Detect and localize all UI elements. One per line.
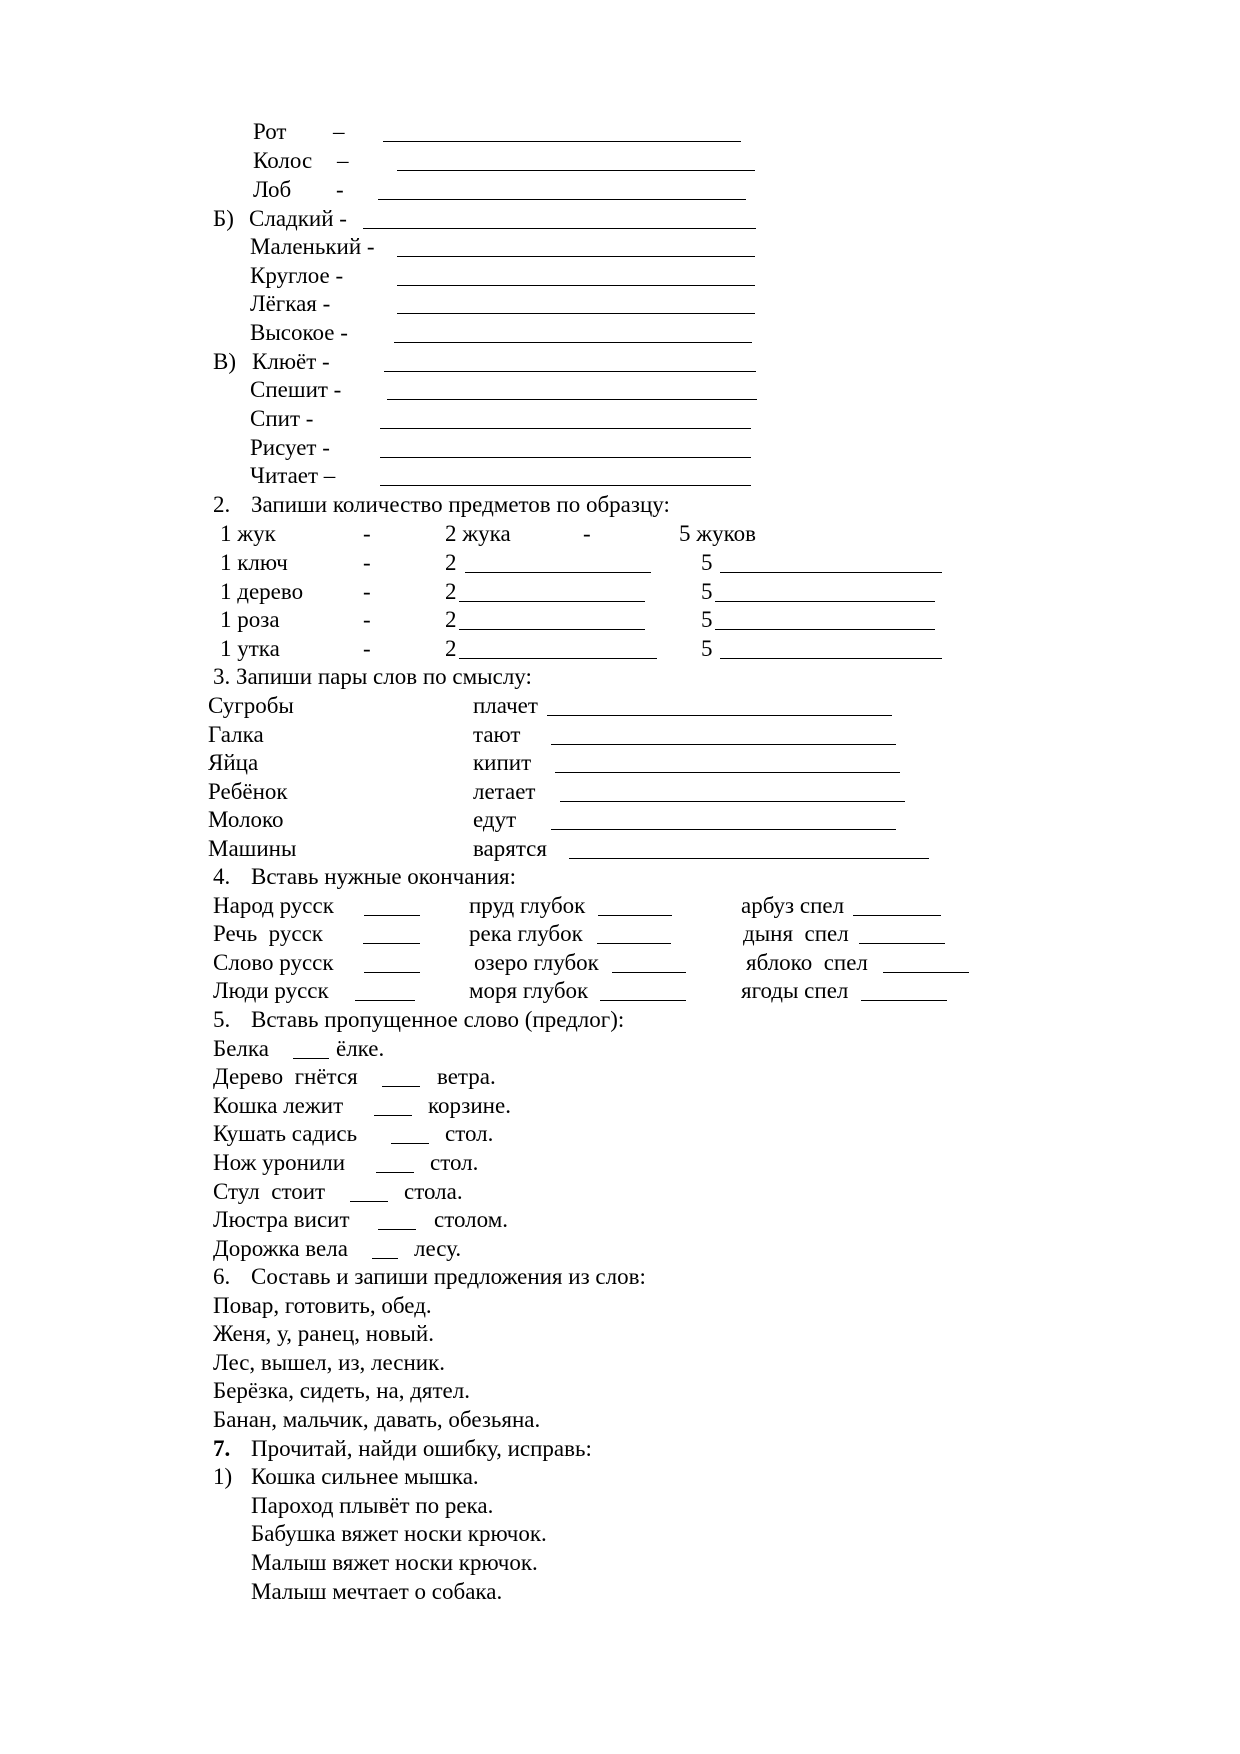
dash: - bbox=[363, 521, 371, 546]
ending-item: Речь русск bbox=[213, 921, 323, 946]
ending-item: дыня спел bbox=[743, 921, 849, 946]
word-malenkiy: Маленький - bbox=[250, 234, 375, 259]
sentence-end: лесу. bbox=[414, 1236, 462, 1261]
pair-right: летает bbox=[473, 779, 536, 804]
count-5: 5 bbox=[701, 550, 713, 575]
ending-item: моря глубок bbox=[469, 978, 589, 1003]
dash: - bbox=[363, 579, 371, 604]
sentence-start: Дорожка вела bbox=[213, 1236, 348, 1261]
word-set: Женя, у, ранец, новый. bbox=[213, 1321, 434, 1346]
sentence-end: ёлке. bbox=[336, 1036, 385, 1061]
ending-item: Слово русск bbox=[213, 950, 334, 975]
pair-left: Галка bbox=[208, 722, 264, 747]
example-c2: 2 жука bbox=[445, 521, 511, 546]
answer-line[interactable] bbox=[459, 629, 645, 630]
answer-line[interactable] bbox=[380, 457, 751, 458]
answer-line[interactable] bbox=[374, 1115, 412, 1116]
word-spit: Спит - bbox=[250, 406, 314, 431]
answer-line[interactable] bbox=[569, 858, 929, 859]
word-krugloe: Круглое - bbox=[250, 263, 344, 288]
answer-line[interactable] bbox=[720, 658, 942, 659]
answer-line[interactable] bbox=[459, 658, 657, 659]
ending-item: ягоды спел bbox=[741, 978, 849, 1003]
error-sentence: Малыш вяжет носки крючок. bbox=[251, 1550, 538, 1575]
answer-line[interactable] bbox=[720, 572, 942, 573]
section4-title: Вставь нужные окончания: bbox=[251, 864, 516, 889]
dash: – bbox=[333, 119, 345, 144]
sentence-end: стол. bbox=[445, 1121, 494, 1146]
answer-line[interactable] bbox=[715, 601, 935, 602]
answer-line[interactable] bbox=[364, 915, 420, 916]
answer-line[interactable] bbox=[861, 1000, 947, 1001]
answer-line[interactable] bbox=[883, 972, 969, 973]
answer-line[interactable] bbox=[598, 915, 672, 916]
ending-item: Люди русск bbox=[213, 978, 329, 1003]
sentence-start: Стул стоит bbox=[213, 1179, 326, 1204]
row-item: 1 утка bbox=[220, 636, 280, 661]
pair-left: Машины bbox=[208, 836, 297, 861]
answer-line[interactable] bbox=[859, 943, 945, 944]
answer-line[interactable] bbox=[376, 1172, 414, 1173]
count-5: 5 bbox=[701, 636, 713, 661]
error-sentence: Бабушка вяжет носки крючок. bbox=[251, 1521, 547, 1546]
count-2: 2 bbox=[445, 636, 457, 661]
pair-left: Сугробы bbox=[208, 693, 294, 718]
answer-line[interactable] bbox=[555, 772, 900, 773]
answer-line[interactable] bbox=[394, 342, 752, 343]
marker-v: В) bbox=[213, 349, 236, 374]
answer-line[interactable] bbox=[382, 1086, 420, 1087]
word-lob: Лоб bbox=[253, 177, 292, 202]
row-item: 1 роза bbox=[220, 607, 280, 632]
word-klyuet: Клюёт - bbox=[252, 349, 330, 374]
pair-left: Яйца bbox=[208, 750, 259, 775]
sentence-start: Белка bbox=[213, 1036, 269, 1061]
section7-title: Прочитай, найди ошибку, исправь: bbox=[251, 1436, 592, 1461]
answer-line[interactable] bbox=[363, 228, 756, 229]
section6-number: 6. bbox=[213, 1264, 231, 1289]
row-item: 1 дерево bbox=[220, 579, 304, 604]
sentence-end: ветра. bbox=[437, 1064, 496, 1089]
answer-line[interactable] bbox=[378, 199, 746, 200]
ending-item: Народ русск bbox=[213, 893, 334, 918]
answer-line[interactable] bbox=[551, 744, 896, 745]
error-sentence: Пароход плывёт по река. bbox=[251, 1493, 494, 1518]
word-legkaya: Лёгкая - bbox=[250, 291, 331, 316]
word-set: Повар, готовить, обед. bbox=[213, 1293, 432, 1318]
dash: - bbox=[583, 521, 591, 546]
answer-line[interactable] bbox=[397, 256, 755, 257]
word-risuet: Рисует - bbox=[250, 435, 330, 460]
pair-right: тают bbox=[473, 722, 521, 747]
sentence-start: Кушать садись bbox=[213, 1121, 358, 1146]
marker-b: Б) bbox=[213, 206, 234, 231]
answer-line[interactable] bbox=[853, 915, 941, 916]
pair-left: Молоко bbox=[208, 807, 284, 832]
answer-line[interactable] bbox=[378, 1229, 416, 1230]
answer-line[interactable] bbox=[363, 943, 420, 944]
error-sentence: Малыш мечтает о собака. bbox=[251, 1579, 503, 1604]
sentence-end: корзине. bbox=[428, 1093, 511, 1118]
answer-line[interactable] bbox=[380, 485, 751, 486]
pair-right: едут bbox=[473, 807, 517, 832]
word-sladkiy: Сладкий - bbox=[249, 206, 347, 231]
answer-line[interactable] bbox=[465, 572, 651, 573]
answer-line[interactable] bbox=[560, 801, 905, 802]
pair-right: варятся bbox=[473, 836, 547, 861]
answer-line[interactable] bbox=[387, 399, 757, 400]
word-set: Лес, вышел, из, лесник. bbox=[213, 1350, 446, 1375]
pair-right: плачет bbox=[473, 693, 538, 718]
section2-number: 2. bbox=[213, 492, 231, 517]
answer-line[interactable] bbox=[372, 1258, 398, 1259]
answer-line[interactable] bbox=[293, 1058, 329, 1059]
count-2: 2 bbox=[445, 579, 457, 604]
word-kolos: Колос bbox=[253, 148, 313, 173]
answer-line[interactable] bbox=[597, 943, 671, 944]
sentence-start: Люстра висит bbox=[213, 1207, 350, 1232]
answer-line[interactable] bbox=[459, 601, 645, 602]
pair-right: кипит bbox=[473, 750, 532, 775]
count-5: 5 bbox=[701, 579, 713, 604]
example-c1: 1 жук bbox=[220, 521, 276, 546]
list-marker: 1) bbox=[213, 1464, 233, 1489]
sentence-end: стол. bbox=[430, 1150, 479, 1175]
answer-line[interactable] bbox=[350, 1201, 388, 1202]
answer-line[interactable] bbox=[715, 629, 935, 630]
count-2: 2 bbox=[445, 607, 457, 632]
answer-line[interactable] bbox=[547, 715, 892, 716]
section3-title: 3. Запиши пары слов по смыслу: bbox=[213, 664, 532, 689]
word-set: Банан, мальчик, давать, обезьяна. bbox=[213, 1407, 541, 1432]
ending-item: яблоко спел bbox=[746, 950, 868, 975]
word-rot: Рот bbox=[253, 119, 287, 144]
section5-number: 5. bbox=[213, 1007, 231, 1032]
answer-line[interactable] bbox=[612, 972, 686, 973]
dash: - bbox=[363, 636, 371, 661]
ending-item: река глубок bbox=[469, 921, 583, 946]
word-vysokoe: Высокое - bbox=[250, 320, 348, 345]
sentence-start: Кошка лежит bbox=[213, 1093, 344, 1118]
ending-item: озеро глубок bbox=[474, 950, 599, 975]
answer-line[interactable] bbox=[364, 972, 420, 973]
pair-left: Ребёнок bbox=[208, 779, 288, 804]
section5-title: Вставь пропущенное слово (предлог): bbox=[251, 1007, 625, 1032]
count-5: 5 bbox=[701, 607, 713, 632]
answer-line[interactable] bbox=[383, 141, 741, 142]
ending-item: арбуз спел bbox=[741, 893, 845, 918]
sentence-end: стола. bbox=[404, 1179, 463, 1204]
word-speshit: Спешит - bbox=[250, 377, 342, 402]
answer-line[interactable] bbox=[600, 1000, 686, 1001]
section2-title: Запиши количество предметов по образцу: bbox=[251, 492, 670, 517]
sentence-start: Нож уронили bbox=[213, 1150, 346, 1175]
answer-line[interactable] bbox=[397, 313, 755, 314]
dash: - bbox=[363, 607, 371, 632]
error-sentence: Кошка сильнее мышка. bbox=[251, 1464, 479, 1489]
answer-line[interactable] bbox=[551, 829, 896, 830]
sentence-end: столом. bbox=[434, 1207, 508, 1232]
dash: - bbox=[363, 550, 371, 575]
sentence-start: Дерево гнётся bbox=[213, 1064, 358, 1089]
section7-number: 7. bbox=[213, 1436, 231, 1461]
count-2: 2 bbox=[445, 550, 457, 575]
section6-title: Составь и запиши предложения из слов: bbox=[251, 1264, 646, 1289]
answer-line[interactable] bbox=[397, 170, 755, 171]
answer-line[interactable] bbox=[380, 428, 751, 429]
dash: - bbox=[336, 177, 344, 202]
ending-item: пруд глубок bbox=[469, 893, 586, 918]
section4-number: 4. bbox=[213, 864, 231, 889]
answer-line[interactable] bbox=[397, 285, 755, 286]
row-item: 1 ключ bbox=[220, 550, 288, 575]
answer-line[interactable] bbox=[384, 371, 756, 372]
dash: – bbox=[337, 148, 349, 173]
word-set: Берёзка, сидеть, на, дятел. bbox=[213, 1378, 470, 1403]
answer-line[interactable] bbox=[391, 1143, 429, 1144]
word-chitaet: Читает – bbox=[250, 463, 336, 488]
example-c3: 5 жуков bbox=[679, 521, 757, 546]
answer-line[interactable] bbox=[355, 1000, 415, 1001]
